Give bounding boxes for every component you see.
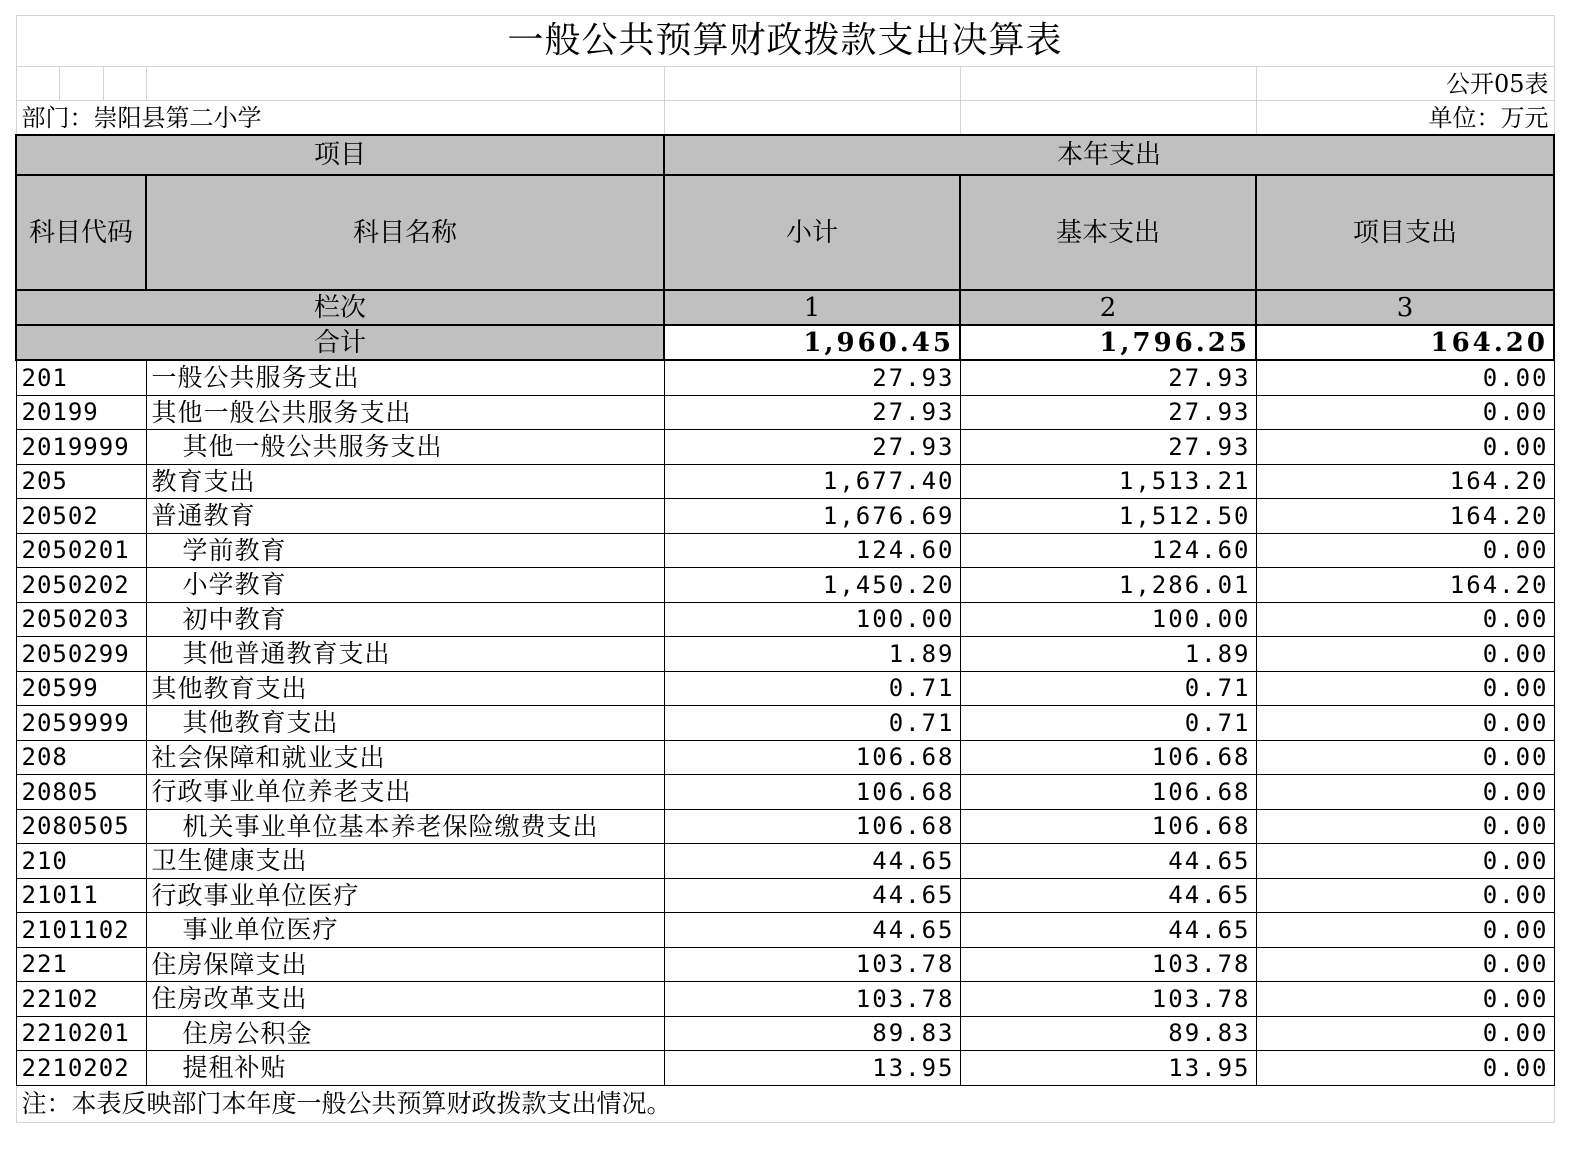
table-row: [16, 844, 1554, 879]
table-row: [16, 637, 1554, 672]
project-value: 164.20: [1256, 499, 1554, 534]
subject-name: 教育支出: [146, 464, 664, 499]
unit-label: 单位：万元: [1256, 101, 1554, 136]
subject-code: 20599: [16, 671, 146, 706]
subtotal-value: 1,450.20: [664, 568, 960, 603]
basic-value: 13.95: [960, 1051, 1256, 1086]
project-value: 0.00: [1256, 982, 1554, 1017]
table-row: [16, 982, 1554, 1017]
table-row: [16, 1016, 1554, 1051]
subject-code: 205: [16, 464, 146, 499]
subtotal-value: 0.71: [664, 706, 960, 741]
department-label: 部门：崇阳县第二小学: [16, 101, 664, 136]
subject-name: 住房公积金: [146, 1016, 664, 1051]
subject-name: 其他普通教育支出: [146, 637, 664, 672]
table-number: 公开05表: [1256, 67, 1554, 101]
project-value: 0.00: [1256, 706, 1554, 741]
header-current-year: 本年支出: [664, 135, 1554, 175]
data-rows: [16, 360, 1554, 1085]
table-row: [16, 947, 1554, 982]
subject-code: 208: [16, 740, 146, 775]
header-name: 科目名称: [146, 175, 664, 290]
subject-name: 其他教育支出: [146, 706, 664, 741]
project-value: 0.00: [1256, 878, 1554, 913]
basic-value: 106.68: [960, 775, 1256, 810]
project-value: 0.00: [1256, 775, 1554, 810]
subject-name: 机关事业单位基本养老保险缴费支出: [146, 809, 664, 844]
note-row: [16, 1085, 1554, 1122]
table-row: [16, 740, 1554, 775]
subtotal-value: 44.65: [664, 844, 960, 879]
subject-name: 社会保障和就业支出: [146, 740, 664, 775]
subject-code: 2210201: [16, 1016, 146, 1051]
subtotal-value: 106.68: [664, 809, 960, 844]
basic-value: 89.83: [960, 1016, 1256, 1051]
subject-name: 行政事业单位养老支出: [146, 775, 664, 810]
subtotal-value: 1,677.40: [664, 464, 960, 499]
column-number-1: 1: [664, 290, 960, 325]
budget-table: [15, 15, 1555, 1123]
subtotal-value: 27.93: [664, 430, 960, 465]
subject-code: 20199: [16, 395, 146, 430]
subtotal-value: 100.00: [664, 602, 960, 637]
project-value: 0.00: [1256, 913, 1554, 948]
header-row-2: [16, 175, 1554, 290]
project-value: 0.00: [1256, 671, 1554, 706]
total-project: 164.20: [1256, 325, 1554, 360]
basic-value: 1.89: [960, 637, 1256, 672]
subject-code: 221: [16, 947, 146, 982]
header-subtotal: 小计: [664, 175, 960, 290]
subtotal-value: 106.68: [664, 740, 960, 775]
subject-name: 卫生健康支出: [146, 844, 664, 879]
subject-name: 其他一般公共服务支出: [146, 395, 664, 430]
subtotal-value: 103.78: [664, 947, 960, 982]
table-row: [16, 602, 1554, 637]
title-row: [16, 16, 1554, 67]
total-basic: 1,796.25: [960, 325, 1256, 360]
column-order-label: 栏次: [16, 290, 664, 325]
subtotal-value: 124.60: [664, 533, 960, 568]
basic-value: 106.68: [960, 809, 1256, 844]
subject-code: 2101102: [16, 913, 146, 948]
project-value: 0.00: [1256, 809, 1554, 844]
subtotal-value: 13.95: [664, 1051, 960, 1086]
subtotal-value: 89.83: [664, 1016, 960, 1051]
subject-code: 2050201: [16, 533, 146, 568]
column-order-row: [16, 290, 1554, 325]
table-title: 一般公共预算财政拨款支出决算表: [16, 16, 1554, 67]
basic-value: 124.60: [960, 533, 1256, 568]
table-note: 注：本表反映部门本年度一般公共预算财政拨款支出情况。: [16, 1085, 1554, 1122]
subtotal-value: 0.71: [664, 671, 960, 706]
basic-value: 1,286.01: [960, 568, 1256, 603]
basic-value: 0.71: [960, 671, 1256, 706]
project-value: 164.20: [1256, 464, 1554, 499]
basic-value: 106.68: [960, 740, 1256, 775]
project-value: 0.00: [1256, 1051, 1554, 1086]
spreadsheet: [15, 15, 1553, 1123]
header-project: 项目支出: [1256, 175, 1554, 290]
subject-name: 事业单位医疗: [146, 913, 664, 948]
basic-value: 44.65: [960, 878, 1256, 913]
project-value: 164.20: [1256, 568, 1554, 603]
subtotal-value: 27.93: [664, 360, 960, 395]
header-row-1: [16, 135, 1554, 175]
column-number-3: 3: [1256, 290, 1554, 325]
subject-name: 小学教育: [146, 568, 664, 603]
subtotal-value: 106.68: [664, 775, 960, 810]
subject-code: 21011: [16, 878, 146, 913]
subject-code: 201: [16, 360, 146, 395]
project-value: 0.00: [1256, 533, 1554, 568]
basic-value: 103.78: [960, 947, 1256, 982]
subject-name: 提租补贴: [146, 1051, 664, 1086]
subtotal-value: 1.89: [664, 637, 960, 672]
subject-code: 2210202: [16, 1051, 146, 1086]
subject-code: 2050203: [16, 602, 146, 637]
table-row: [16, 533, 1554, 568]
total-row: [16, 325, 1554, 360]
subject-code: 20502: [16, 499, 146, 534]
subject-code: 210: [16, 844, 146, 879]
basic-value: 27.93: [960, 395, 1256, 430]
table-row: [16, 464, 1554, 499]
project-value: 0.00: [1256, 1016, 1554, 1051]
table-row: [16, 913, 1554, 948]
subject-name: 住房保障支出: [146, 947, 664, 982]
table-row: [16, 499, 1554, 534]
department-row: [16, 101, 1554, 136]
subject-name: 初中教育: [146, 602, 664, 637]
subtotal-value: 44.65: [664, 878, 960, 913]
subject-name: 普通教育: [146, 499, 664, 534]
total-subtotal: 1,960.45: [664, 325, 960, 360]
subject-code: 2080505: [16, 809, 146, 844]
subject-code: 2050202: [16, 568, 146, 603]
project-value: 0.00: [1256, 740, 1554, 775]
table-row: [16, 1051, 1554, 1086]
basic-value: 103.78: [960, 982, 1256, 1017]
table-row: [16, 671, 1554, 706]
basic-value: 44.65: [960, 913, 1256, 948]
subtotal-value: 44.65: [664, 913, 960, 948]
column-number-2: 2: [960, 290, 1256, 325]
basic-value: 27.93: [960, 360, 1256, 395]
subject-name: 其他教育支出: [146, 671, 664, 706]
table-row: [16, 395, 1554, 430]
table-row: [16, 878, 1554, 913]
header-code: 科目代码: [16, 175, 146, 290]
table-row: [16, 568, 1554, 603]
subtotal-value: 27.93: [664, 395, 960, 430]
subject-name: 行政事业单位医疗: [146, 878, 664, 913]
project-value: 0.00: [1256, 844, 1554, 879]
subject-name: 住房改革支出: [146, 982, 664, 1017]
subject-name: 其他一般公共服务支出: [146, 430, 664, 465]
basic-value: 27.93: [960, 430, 1256, 465]
table-number-row: [16, 67, 1554, 101]
project-value: 0.00: [1256, 637, 1554, 672]
basic-value: 1,513.21: [960, 464, 1256, 499]
subtotal-value: 1,676.69: [664, 499, 960, 534]
project-value: 0.00: [1256, 395, 1554, 430]
subject-code: 20805: [16, 775, 146, 810]
project-value: 0.00: [1256, 360, 1554, 395]
subtotal-value: 103.78: [664, 982, 960, 1017]
table-row: [16, 775, 1554, 810]
project-value: 0.00: [1256, 602, 1554, 637]
header-item: 项目: [16, 135, 664, 175]
subject-code: 2050299: [16, 637, 146, 672]
table-row: [16, 430, 1554, 465]
header-basic: 基本支出: [960, 175, 1256, 290]
basic-value: 100.00: [960, 602, 1256, 637]
total-label: 合计: [16, 325, 664, 360]
subject-code: 2059999: [16, 706, 146, 741]
subject-code: 22102: [16, 982, 146, 1017]
basic-value: 1,512.50: [960, 499, 1256, 534]
table-row: [16, 706, 1554, 741]
basic-value: 44.65: [960, 844, 1256, 879]
subject-code: 2019999: [16, 430, 146, 465]
project-value: 0.00: [1256, 947, 1554, 982]
table-row: [16, 809, 1554, 844]
table-row: [16, 360, 1554, 395]
subject-name: 一般公共服务支出: [146, 360, 664, 395]
subject-name: 学前教育: [146, 533, 664, 568]
basic-value: 0.71: [960, 706, 1256, 741]
project-value: 0.00: [1256, 430, 1554, 465]
